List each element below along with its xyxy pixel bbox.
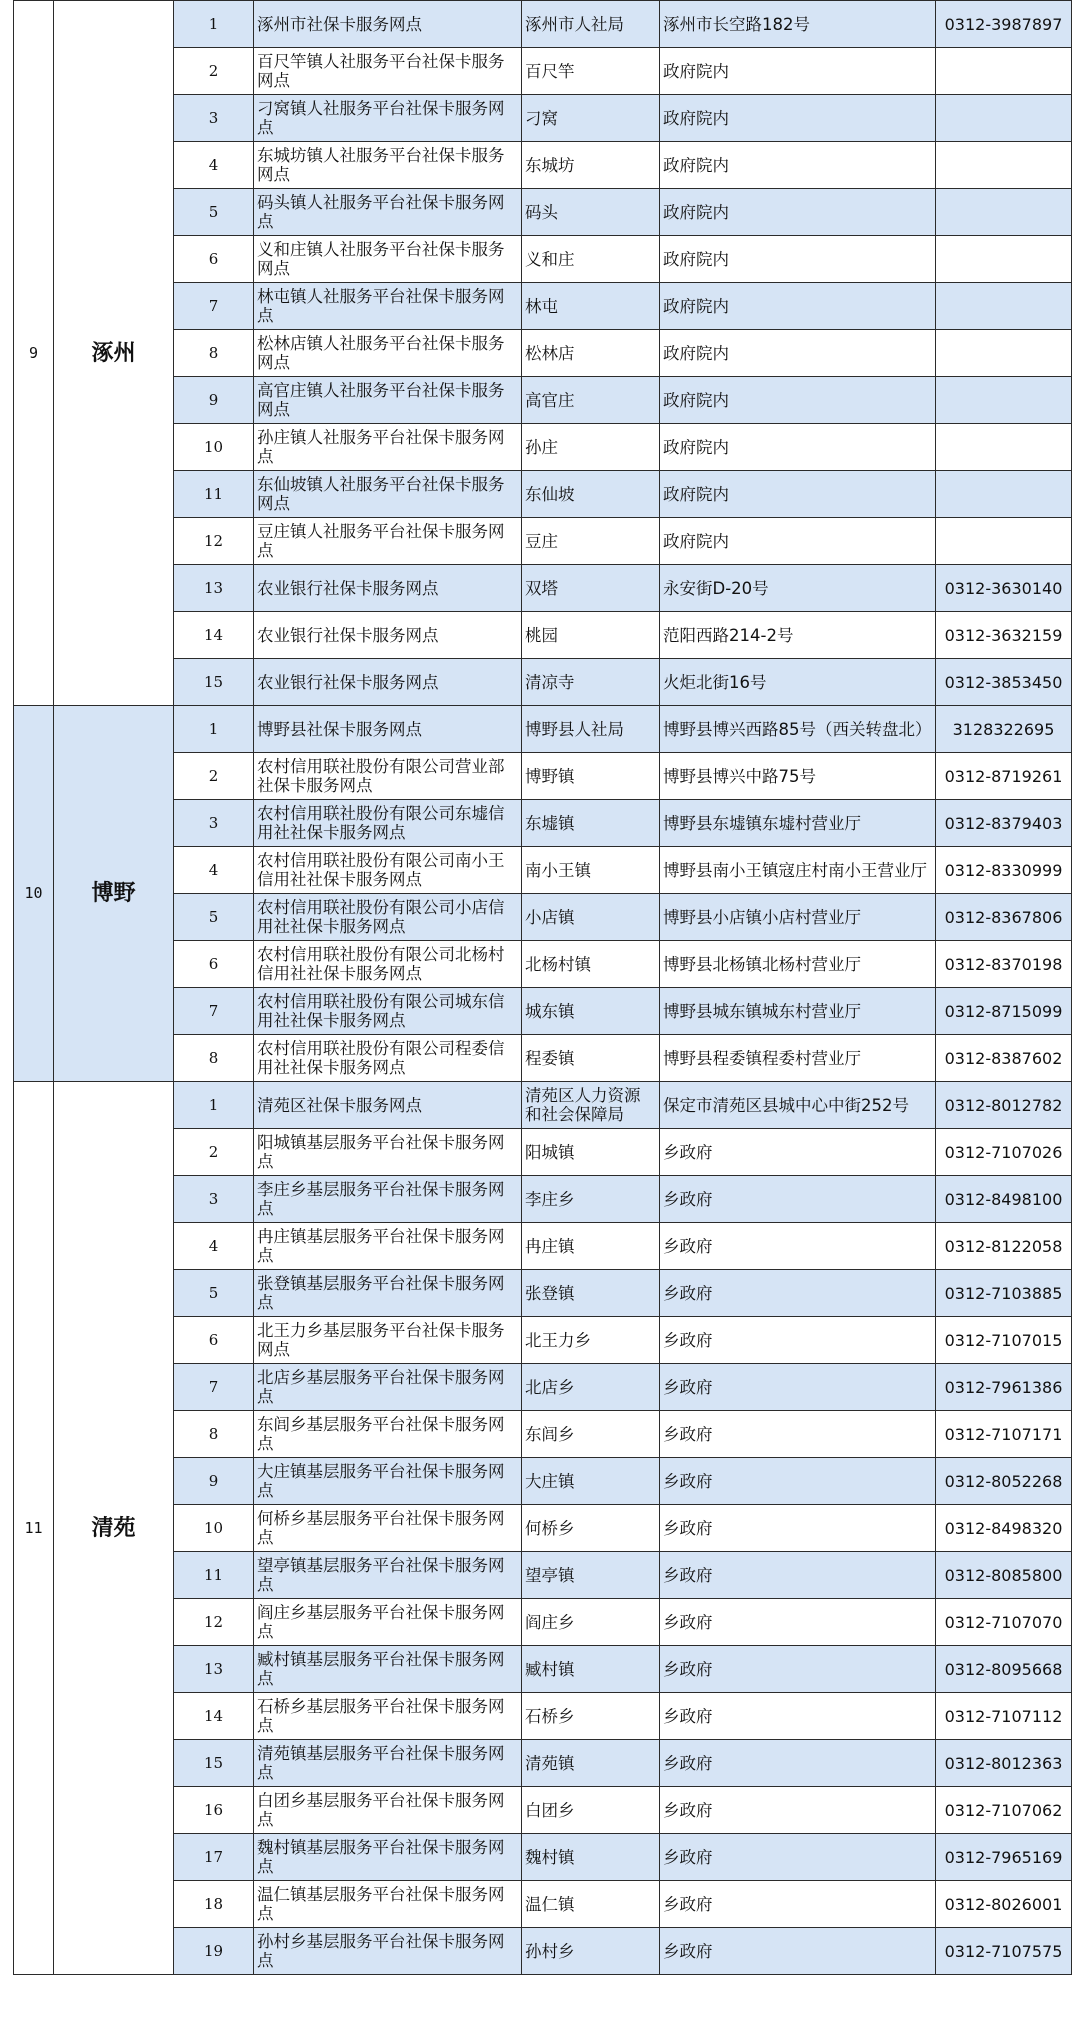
row-sequence: 1 [174, 706, 254, 753]
section-number: 10 [14, 706, 54, 1082]
row-sequence: 15 [174, 659, 254, 706]
row-sequence: 4 [174, 847, 254, 894]
service-point-name: 林屯镇人社服务平台社保卡服务网点 [254, 283, 522, 330]
service-point-name: 农村信用联社股份有限公司营业部社保卡服务网点 [254, 753, 522, 800]
address: 范阳西路214-2号 [660, 612, 936, 659]
service-point-name: 农村信用联社股份有限公司小店信用社社保卡服务网点 [254, 894, 522, 941]
row-sequence: 3 [174, 95, 254, 142]
row-sequence: 12 [174, 1599, 254, 1646]
address: 博野县东墟镇东墟村营业厅 [660, 800, 936, 847]
town-name: 北杨村镇 [522, 941, 660, 988]
row-sequence: 7 [174, 988, 254, 1035]
service-point-name: 阎庄乡基层服务平台社保卡服务网点 [254, 1599, 522, 1646]
address: 保定市清苑区县城中心中街252号 [660, 1082, 936, 1129]
phone-number: 0312-8330999 [936, 847, 1072, 894]
phone-number: 0312-8370198 [936, 941, 1072, 988]
address: 博野县城东镇城东村营业厅 [660, 988, 936, 1035]
address: 政府院内 [660, 518, 936, 565]
town-name: 南小王镇 [522, 847, 660, 894]
address: 博野县程委镇程委村营业厅 [660, 1035, 936, 1082]
section-city: 清苑 [54, 1082, 174, 1975]
address: 乡政府 [660, 1364, 936, 1411]
phone-number: 0312-7107015 [936, 1317, 1072, 1364]
town-name: 博野县人社局 [522, 706, 660, 753]
service-point-name: 孙村乡基层服务平台社保卡服务网点 [254, 1928, 522, 1975]
phone-number [936, 283, 1072, 330]
service-point-table [13, 0, 1072, 1975]
row-sequence: 19 [174, 1928, 254, 1975]
service-point-name: 魏村镇基层服务平台社保卡服务网点 [254, 1834, 522, 1881]
address: 乡政府 [660, 1646, 936, 1693]
phone-number: 0312-7107575 [936, 1928, 1072, 1975]
address: 乡政府 [660, 1317, 936, 1364]
address: 政府院内 [660, 283, 936, 330]
service-point-name: 博野县社保卡服务网点 [254, 706, 522, 753]
town-name: 程委镇 [522, 1035, 660, 1082]
phone-number: 0312-7103885 [936, 1270, 1072, 1317]
town-name: 东城坊 [522, 142, 660, 189]
address: 政府院内 [660, 95, 936, 142]
row-sequence: 8 [174, 1411, 254, 1458]
phone-number: 0312-8012363 [936, 1740, 1072, 1787]
service-point-name: 义和庄镇人社服务平台社保卡服务网点 [254, 236, 522, 283]
town-name: 双塔 [522, 565, 660, 612]
address: 永安街D-20号 [660, 565, 936, 612]
service-point-name: 大庄镇基层服务平台社保卡服务网点 [254, 1458, 522, 1505]
service-point-name: 北店乡基层服务平台社保卡服务网点 [254, 1364, 522, 1411]
address: 政府院内 [660, 377, 936, 424]
row-sequence: 8 [174, 330, 254, 377]
row-sequence: 7 [174, 283, 254, 330]
town-name: 魏村镇 [522, 1834, 660, 1881]
row-sequence: 2 [174, 753, 254, 800]
phone-number: 0312-8387602 [936, 1035, 1072, 1082]
service-point-name: 东城坊镇人社服务平台社保卡服务网点 [254, 142, 522, 189]
row-sequence: 1 [174, 1, 254, 48]
address: 政府院内 [660, 471, 936, 518]
row-sequence: 2 [174, 1129, 254, 1176]
town-name: 阎庄乡 [522, 1599, 660, 1646]
service-point-name: 北王力乡基层服务平台社保卡服务网点 [254, 1317, 522, 1364]
phone-number [936, 377, 1072, 424]
service-point-name: 刁窝镇人社服务平台社保卡服务网点 [254, 95, 522, 142]
phone-number [936, 424, 1072, 471]
row-sequence: 18 [174, 1881, 254, 1928]
phone-number: 0312-7107112 [936, 1693, 1072, 1740]
address: 博野县博兴中路75号 [660, 753, 936, 800]
phone-number: 0312-8052268 [936, 1458, 1072, 1505]
phone-number [936, 48, 1072, 95]
row-sequence: 4 [174, 142, 254, 189]
address: 政府院内 [660, 424, 936, 471]
phone-number: 0312-8715099 [936, 988, 1072, 1035]
town-name: 北王力乡 [522, 1317, 660, 1364]
service-point-name: 孙庄镇人社服务平台社保卡服务网点 [254, 424, 522, 471]
service-point-name: 农村信用联社股份有限公司程委信用社社保卡服务网点 [254, 1035, 522, 1082]
service-point-name: 东仙坡镇人社服务平台社保卡服务网点 [254, 471, 522, 518]
phone-number [936, 330, 1072, 377]
row-sequence: 12 [174, 518, 254, 565]
phone-number: 0312-3632159 [936, 612, 1072, 659]
address: 乡政府 [660, 1223, 936, 1270]
phone-number: 0312-7961386 [936, 1364, 1072, 1411]
town-name: 城东镇 [522, 988, 660, 1035]
phone-number: 0312-8012782 [936, 1082, 1072, 1129]
address: 博野县北杨镇北杨村营业厅 [660, 941, 936, 988]
address: 政府院内 [660, 330, 936, 377]
town-name: 望亭镇 [522, 1552, 660, 1599]
phone-number: 0312-7107062 [936, 1787, 1072, 1834]
service-point-name: 张登镇基层服务平台社保卡服务网点 [254, 1270, 522, 1317]
table-row [14, 1082, 1072, 1129]
phone-number [936, 189, 1072, 236]
town-name: 百尺竿 [522, 48, 660, 95]
row-sequence: 10 [174, 424, 254, 471]
table-row [14, 1, 1072, 48]
section-number: 9 [14, 1, 54, 706]
service-point-name: 石桥乡基层服务平台社保卡服务网点 [254, 1693, 522, 1740]
service-point-name: 码头镇人社服务平台社保卡服务网点 [254, 189, 522, 236]
row-sequence: 16 [174, 1787, 254, 1834]
row-sequence: 8 [174, 1035, 254, 1082]
row-sequence: 13 [174, 1646, 254, 1693]
service-point-name: 涿州市社保卡服务网点 [254, 1, 522, 48]
town-name: 白团乡 [522, 1787, 660, 1834]
address: 乡政府 [660, 1834, 936, 1881]
phone-number: 0312-8498100 [936, 1176, 1072, 1223]
row-sequence: 14 [174, 612, 254, 659]
phone-number: 0312-8122058 [936, 1223, 1072, 1270]
row-sequence: 6 [174, 941, 254, 988]
town-name: 孙村乡 [522, 1928, 660, 1975]
address: 乡政府 [660, 1693, 936, 1740]
row-sequence: 6 [174, 236, 254, 283]
town-name: 孙庄 [522, 424, 660, 471]
town-name: 北店乡 [522, 1364, 660, 1411]
phone-number: 0312-7107026 [936, 1129, 1072, 1176]
section-city: 博野 [54, 706, 174, 1082]
phone-number: 0312-8085800 [936, 1552, 1072, 1599]
phone-number: 0312-8095668 [936, 1646, 1072, 1693]
town-name: 桃园 [522, 612, 660, 659]
section-city: 涿州 [54, 1, 174, 706]
town-name: 东墟镇 [522, 800, 660, 847]
address: 乡政府 [660, 1881, 936, 1928]
section-number: 11 [14, 1082, 54, 1975]
service-point-name: 白团乡基层服务平台社保卡服务网点 [254, 1787, 522, 1834]
service-point-name: 农村信用联社股份有限公司北杨村信用社社保卡服务网点 [254, 941, 522, 988]
row-sequence: 5 [174, 1270, 254, 1317]
address: 政府院内 [660, 48, 936, 95]
table-body [14, 1, 1072, 1975]
phone-number: 0312-8379403 [936, 800, 1072, 847]
town-name: 清凉寺 [522, 659, 660, 706]
row-sequence: 3 [174, 1176, 254, 1223]
phone-number: 0312-7107171 [936, 1411, 1072, 1458]
phone-number: 3128322695 [936, 706, 1072, 753]
town-name: 林屯 [522, 283, 660, 330]
service-point-name: 农村信用联社股份有限公司城东信用社社保卡服务网点 [254, 988, 522, 1035]
row-sequence: 4 [174, 1223, 254, 1270]
row-sequence: 9 [174, 1458, 254, 1505]
town-name: 阳城镇 [522, 1129, 660, 1176]
service-point-name: 农业银行社保卡服务网点 [254, 659, 522, 706]
town-name: 温仁镇 [522, 1881, 660, 1928]
address: 乡政府 [660, 1599, 936, 1646]
address: 乡政府 [660, 1129, 936, 1176]
town-name: 松林店 [522, 330, 660, 377]
town-name: 义和庄 [522, 236, 660, 283]
address: 火炬北街16号 [660, 659, 936, 706]
row-sequence: 9 [174, 377, 254, 424]
address: 乡政府 [660, 1928, 936, 1975]
row-sequence: 3 [174, 800, 254, 847]
row-sequence: 2 [174, 48, 254, 95]
phone-number [936, 236, 1072, 283]
row-sequence: 1 [174, 1082, 254, 1129]
address: 政府院内 [660, 142, 936, 189]
address: 乡政府 [660, 1740, 936, 1787]
town-name: 豆庄 [522, 518, 660, 565]
row-sequence: 7 [174, 1364, 254, 1411]
row-sequence: 17 [174, 1834, 254, 1881]
town-name: 码头 [522, 189, 660, 236]
town-name: 何桥乡 [522, 1505, 660, 1552]
address: 乡政府 [660, 1270, 936, 1317]
service-point-name: 豆庄镇人社服务平台社保卡服务网点 [254, 518, 522, 565]
phone-number: 0312-8498320 [936, 1505, 1072, 1552]
town-name: 张登镇 [522, 1270, 660, 1317]
service-point-name: 李庄乡基层服务平台社保卡服务网点 [254, 1176, 522, 1223]
service-point-name: 清苑区社保卡服务网点 [254, 1082, 522, 1129]
service-point-name: 望亭镇基层服务平台社保卡服务网点 [254, 1552, 522, 1599]
address: 博野县博兴西路85号（西关转盘北） [660, 706, 936, 753]
service-point-name: 农村信用联社股份有限公司东墟信用社社保卡服务网点 [254, 800, 522, 847]
town-name: 冉庄镇 [522, 1223, 660, 1270]
phone-number: 0312-3987897 [936, 1, 1072, 48]
address: 乡政府 [660, 1505, 936, 1552]
phone-number: 0312-7107070 [936, 1599, 1072, 1646]
phone-number: 0312-8367806 [936, 894, 1072, 941]
phone-number: 0312-3630140 [936, 565, 1072, 612]
service-point-name: 何桥乡基层服务平台社保卡服务网点 [254, 1505, 522, 1552]
row-sequence: 5 [174, 894, 254, 941]
town-name: 臧村镇 [522, 1646, 660, 1693]
address: 乡政府 [660, 1176, 936, 1223]
service-point-name: 东闾乡基层服务平台社保卡服务网点 [254, 1411, 522, 1458]
row-sequence: 11 [174, 1552, 254, 1599]
town-name: 高官庄 [522, 377, 660, 424]
phone-number: 0312-7965169 [936, 1834, 1072, 1881]
town-name: 石桥乡 [522, 1693, 660, 1740]
service-point-name: 阳城镇基层服务平台社保卡服务网点 [254, 1129, 522, 1176]
town-name: 李庄乡 [522, 1176, 660, 1223]
phone-number: 0312-3853450 [936, 659, 1072, 706]
address: 乡政府 [660, 1411, 936, 1458]
address: 乡政府 [660, 1552, 936, 1599]
phone-number [936, 95, 1072, 142]
address: 博野县南小王镇寇庄村南小王营业厅 [660, 847, 936, 894]
town-name: 涿州市人社局 [522, 1, 660, 48]
phone-number: 0312-8719261 [936, 753, 1072, 800]
town-name: 东闾乡 [522, 1411, 660, 1458]
phone-number [936, 471, 1072, 518]
service-point-name: 农业银行社保卡服务网点 [254, 565, 522, 612]
service-point-name: 臧村镇基层服务平台社保卡服务网点 [254, 1646, 522, 1693]
address: 博野县小店镇小店村营业厅 [660, 894, 936, 941]
service-point-name: 农业银行社保卡服务网点 [254, 612, 522, 659]
service-point-name: 冉庄镇基层服务平台社保卡服务网点 [254, 1223, 522, 1270]
row-sequence: 15 [174, 1740, 254, 1787]
row-sequence: 6 [174, 1317, 254, 1364]
row-sequence: 5 [174, 189, 254, 236]
row-sequence: 11 [174, 471, 254, 518]
town-name: 大庄镇 [522, 1458, 660, 1505]
town-name: 清苑镇 [522, 1740, 660, 1787]
address: 乡政府 [660, 1787, 936, 1834]
service-point-name: 百尺竿镇人社服务平台社保卡服务网点 [254, 48, 522, 95]
service-point-name: 农村信用联社股份有限公司南小王信用社社保卡服务网点 [254, 847, 522, 894]
row-sequence: 14 [174, 1693, 254, 1740]
town-name: 博野镇 [522, 753, 660, 800]
town-name: 东仙坡 [522, 471, 660, 518]
row-sequence: 10 [174, 1505, 254, 1552]
phone-number: 0312-8026001 [936, 1881, 1072, 1928]
address: 涿州市长空路182号 [660, 1, 936, 48]
table-row [14, 706, 1072, 753]
town-name: 小店镇 [522, 894, 660, 941]
address: 政府院内 [660, 189, 936, 236]
service-point-name: 清苑镇基层服务平台社保卡服务网点 [254, 1740, 522, 1787]
service-point-name: 温仁镇基层服务平台社保卡服务网点 [254, 1881, 522, 1928]
town-name: 刁窝 [522, 95, 660, 142]
phone-number [936, 142, 1072, 189]
row-sequence: 13 [174, 565, 254, 612]
service-point-name: 高官庄镇人社服务平台社保卡服务网点 [254, 377, 522, 424]
address: 政府院内 [660, 236, 936, 283]
address: 乡政府 [660, 1458, 936, 1505]
town-name: 清苑区人力资源和社会保障局 [522, 1082, 660, 1129]
service-point-name: 松林店镇人社服务平台社保卡服务网点 [254, 330, 522, 377]
phone-number [936, 518, 1072, 565]
